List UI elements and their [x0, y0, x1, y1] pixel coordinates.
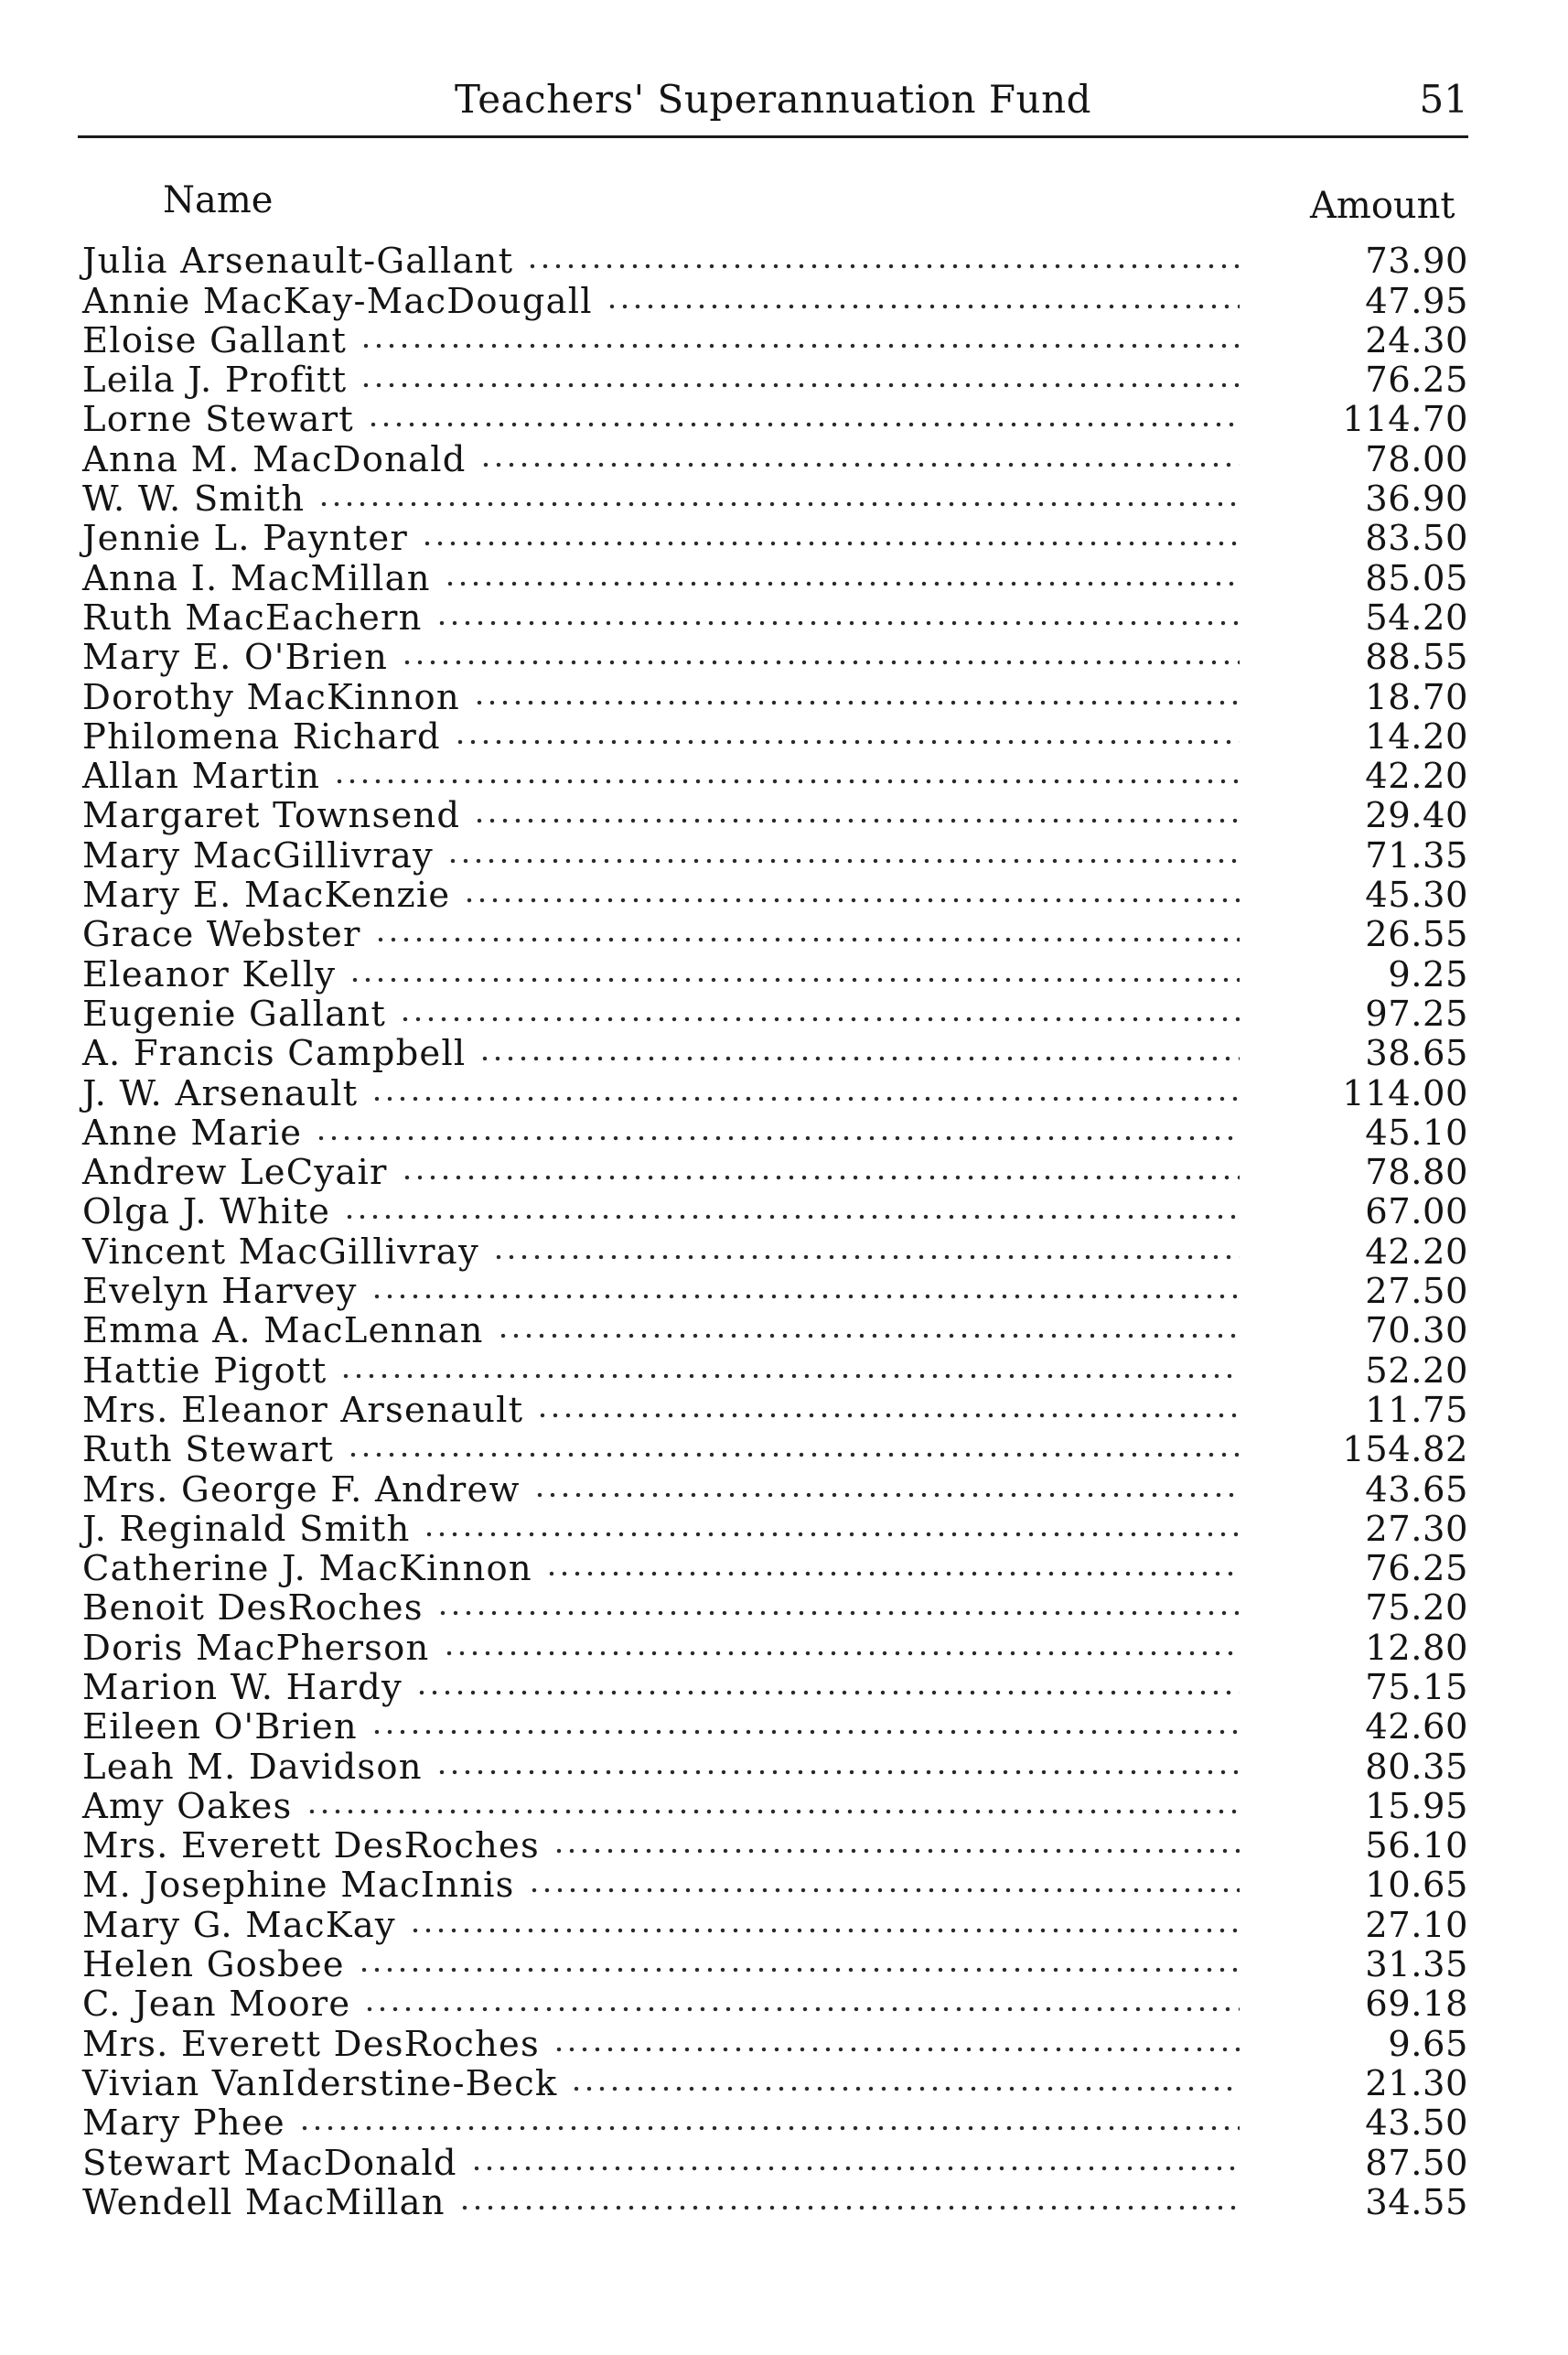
recipient-name: Annie MacKay-MacDougall: [82, 280, 593, 322]
list-item: [82, 400, 1468, 439]
list-item: [82, 1430, 1468, 1469]
list-item: [82, 598, 1468, 638]
list-item: [82, 638, 1468, 677]
payment-amount: 114.70: [1342, 399, 1468, 441]
recipient-name: Anna I. MacMillan: [82, 557, 431, 599]
payment-amount: 76.25: [1365, 360, 1468, 402]
payment-amount: 21.30: [1365, 2062, 1468, 2104]
dot-leader: [553, 1846, 1240, 1855]
dot-leader: [526, 262, 1240, 271]
payment-amount: 45.10: [1365, 1112, 1468, 1154]
payment-amount: 26.55: [1365, 914, 1468, 956]
dot-leader: [497, 1331, 1240, 1340]
recipient-name: Lorne Stewart: [82, 399, 354, 441]
list-item: [82, 1588, 1468, 1628]
payment-amount: 87.50: [1365, 2142, 1468, 2184]
dot-leader: [399, 1015, 1240, 1024]
dot-leader: [478, 1054, 1240, 1063]
payment-amount: 36.90: [1365, 479, 1468, 521]
list-item: [82, 757, 1468, 796]
dot-leader: [528, 1886, 1240, 1895]
recipient-name: Julia Arsenault-Gallant: [82, 241, 514, 283]
list-item: [82, 2183, 1468, 2222]
payment-amount: 56.10: [1365, 1825, 1468, 1867]
payment-amount: 42.20: [1365, 756, 1468, 798]
list-item: [82, 479, 1468, 519]
recipient-name: Eleanor Kelly: [82, 953, 337, 995]
list-item: [82, 281, 1468, 320]
list-item: [82, 1153, 1468, 1192]
list-item: [82, 1073, 1468, 1113]
recipient-name: Mrs. George F. Andrew: [82, 1468, 521, 1511]
list-item: [82, 439, 1468, 479]
list-item: [82, 1905, 1468, 1944]
recipient-name: Mary E. MacKenzie: [82, 875, 451, 917]
payment-amount: 43.65: [1365, 1468, 1468, 1511]
dot-leader: [317, 500, 1240, 509]
recipient-name: Leah M. Davidson: [82, 1746, 423, 1788]
list-item: [82, 2024, 1468, 2063]
payment-amount: 27.30: [1365, 1508, 1468, 1550]
dot-leader: [606, 302, 1240, 311]
list-item: [82, 1826, 1468, 1866]
dot-leader: [401, 658, 1240, 667]
recipient-name: Anna M. MacDonald: [82, 438, 467, 480]
dot-leader: [343, 1212, 1240, 1221]
payment-amount: 54.20: [1365, 597, 1468, 639]
recipient-name: Anne Marie: [82, 1112, 303, 1154]
payment-amount: 18.70: [1365, 676, 1468, 718]
dot-leader: [473, 698, 1240, 707]
dot-leader: [470, 2164, 1240, 2173]
dot-leader: [360, 341, 1240, 350]
payment-amount: 97.25: [1365, 993, 1468, 1035]
dot-leader: [458, 2203, 1240, 2212]
recipient-name: Mrs. Everett DesRoches: [82, 2023, 540, 2065]
list-item: [82, 1192, 1468, 1231]
list-item: [82, 558, 1468, 597]
dot-leader: [409, 1926, 1240, 1935]
page-number: 51: [1419, 77, 1468, 122]
payment-amount: 75.15: [1365, 1666, 1468, 1708]
payment-amount: 42.60: [1365, 1706, 1468, 1748]
dot-leader: [533, 1490, 1240, 1500]
payment-amount: 45.30: [1365, 875, 1468, 917]
dot-leader: [371, 1094, 1240, 1103]
recipient-name: Vivian VanIderstine-Beck: [82, 2062, 558, 2104]
recipient-name: J. Reginald Smith: [82, 1508, 411, 1550]
payment-amount: 78.80: [1365, 1152, 1468, 1194]
dot-leader: [315, 1134, 1240, 1143]
recipient-name: W. W. Smith: [82, 479, 306, 521]
list-item: [82, 1707, 1468, 1747]
list-item: [82, 1668, 1468, 1707]
dot-leader: [492, 1253, 1240, 1262]
dot-leader: [463, 896, 1240, 905]
list-item: [82, 519, 1468, 558]
recipient-name: Benoit DesRoches: [82, 1587, 424, 1629]
dot-leader: [374, 935, 1240, 944]
recipient-name: Mrs. Everett DesRoches: [82, 1825, 540, 1867]
recipient-name: Hattie Pigott: [82, 1350, 328, 1392]
recipient-name: Margaret Townsend: [82, 795, 461, 837]
payment-amount: 38.65: [1365, 1033, 1468, 1075]
list-item: [82, 1311, 1468, 1350]
payment-amount: 80.35: [1365, 1746, 1468, 1788]
recipient-name: Eloise Gallant: [82, 319, 348, 361]
recipient-name: Dorothy MacKinnon: [82, 676, 460, 718]
recipient-name: Vincent MacGillivray: [82, 1231, 479, 1273]
recipient-name: J. W. Arsenault: [82, 1072, 359, 1114]
recipient-name: Doris MacPherson: [82, 1627, 430, 1669]
list-item: [82, 1231, 1468, 1271]
dot-leader: [423, 1530, 1240, 1539]
recipient-name: Amy Oakes: [82, 1785, 293, 1827]
list-item: [82, 915, 1468, 954]
payment-amount: 9.25: [1388, 953, 1468, 995]
list-item: [82, 995, 1468, 1034]
list-item: [82, 677, 1468, 716]
list-item: [82, 1391, 1468, 1430]
recipient-name: Olga J. White: [82, 1191, 331, 1233]
payment-amount: 15.95: [1365, 1785, 1468, 1827]
list-item: [82, 2143, 1468, 2182]
column-header-name: Name: [163, 179, 274, 221]
payment-amount: 52.20: [1365, 1350, 1468, 1392]
list-item: [82, 1747, 1468, 1786]
payment-amount: 83.50: [1365, 518, 1468, 560]
dot-leader: [363, 2005, 1240, 2014]
payment-amount: 14.20: [1365, 715, 1468, 758]
recipient-name: Grace Webster: [82, 914, 361, 956]
recipient-name: C. Jean Moore: [82, 1984, 351, 2026]
dot-leader: [349, 975, 1240, 984]
payment-amount: 75.20: [1365, 1587, 1468, 1629]
dot-leader: [473, 816, 1240, 825]
list-item: [82, 876, 1468, 915]
dot-leader: [436, 1608, 1240, 1618]
dot-leader: [347, 1450, 1240, 1459]
recipient-name: Eileen O'Brien: [82, 1706, 358, 1748]
recipient-name: Catherine J. MacKinnon: [82, 1548, 532, 1590]
payment-amount: 76.25: [1365, 1548, 1468, 1590]
recipient-name: Allan Martin: [82, 756, 321, 798]
list-item: [82, 796, 1468, 835]
payment-amount: 70.30: [1365, 1310, 1468, 1352]
dot-leader: [435, 618, 1240, 628]
dot-leader: [415, 1688, 1240, 1697]
payment-amount: 9.65: [1388, 2023, 1468, 2065]
list-item: [82, 717, 1468, 757]
payment-amount: 67.00: [1365, 1191, 1468, 1233]
recipient-name: Stewart MacDonald: [82, 2142, 457, 2184]
payment-amount: 11.75: [1365, 1389, 1468, 1431]
recipient-name: Mrs. Eleanor Arsenault: [82, 1389, 524, 1431]
recipient-name: Emma A. MacLennan: [82, 1310, 484, 1352]
payment-amount: 69.18: [1365, 1984, 1468, 2026]
list-item: [82, 1787, 1468, 1826]
list-item: [82, 1628, 1468, 1667]
list-item: [82, 1350, 1468, 1390]
payment-amount: 12.80: [1365, 1627, 1468, 1669]
payment-list: [82, 242, 1468, 2222]
payment-amount: 29.40: [1365, 795, 1468, 837]
dot-leader: [446, 856, 1240, 866]
header-rule: [78, 135, 1468, 138]
payment-amount: 24.30: [1365, 319, 1468, 361]
recipient-name: M. Josephine MacInnis: [82, 1865, 515, 1907]
dot-leader: [360, 381, 1240, 390]
dot-leader: [358, 1965, 1240, 1974]
recipient-name: Mary MacGillivray: [82, 834, 434, 876]
payment-amount: 31.35: [1365, 1944, 1468, 1986]
dot-leader: [339, 1371, 1240, 1381]
list-item: [82, 1034, 1468, 1073]
list-item: [82, 2064, 1468, 2103]
recipient-name: Mary G. MacKay: [82, 1904, 396, 1946]
list-item: [82, 1469, 1468, 1509]
dot-leader: [371, 1292, 1240, 1301]
payment-amount: 27.10: [1365, 1904, 1468, 1946]
payment-amount: 43.50: [1365, 2102, 1468, 2145]
payment-amount: 27.50: [1365, 1271, 1468, 1313]
recipient-name: Mary Phee: [82, 2102, 285, 2145]
dot-leader: [371, 1727, 1240, 1737]
dot-leader: [553, 2045, 1240, 2054]
dot-leader: [401, 1173, 1240, 1182]
recipient-name: Mary E. O'Brien: [82, 637, 389, 679]
running-header: [78, 73, 1468, 128]
recipient-name: Wendell MacMillan: [82, 2181, 446, 2223]
recipient-name: A. Francis Campbell: [82, 1033, 467, 1075]
dot-leader: [536, 1411, 1240, 1420]
payment-amount: 47.95: [1365, 280, 1468, 322]
recipient-name: Andrew LeCyair: [82, 1152, 388, 1194]
payment-amount: 88.55: [1365, 637, 1468, 679]
recipient-name: Eugenie Gallant: [82, 993, 387, 1035]
page-title: Teachers' Superannuation Fund: [454, 77, 1092, 122]
dot-leader: [333, 777, 1240, 786]
dot-leader: [545, 1569, 1240, 1578]
recipient-name: Helen Gosbee: [82, 1944, 345, 1986]
payment-amount: 42.20: [1365, 1231, 1468, 1273]
payment-amount: 73.90: [1365, 241, 1468, 283]
dot-leader: [443, 1649, 1240, 1658]
list-item: [82, 360, 1468, 400]
recipient-name: Philomena Richard: [82, 715, 441, 758]
dot-leader: [421, 539, 1240, 548]
dot-leader: [444, 579, 1240, 588]
recipient-name: Ruth MacEachern: [82, 597, 423, 639]
recipient-name: Leila J. Profitt: [82, 360, 348, 402]
dot-leader: [479, 460, 1240, 469]
dot-leader: [298, 2124, 1240, 2133]
dot-leader: [435, 1768, 1240, 1777]
dot-leader: [367, 420, 1240, 429]
recipient-name: Ruth Stewart: [82, 1429, 335, 1471]
recipient-name: Marion W. Hardy: [82, 1666, 403, 1708]
payment-amount: 34.55: [1365, 2181, 1468, 2223]
list-item: [82, 2103, 1468, 2143]
list-item: [82, 1113, 1468, 1153]
recipient-name: Evelyn Harvey: [82, 1271, 358, 1313]
payment-amount: 154.82: [1342, 1429, 1468, 1471]
payment-amount: 114.00: [1342, 1072, 1468, 1114]
payment-amount: 85.05: [1365, 557, 1468, 599]
list-item: [82, 1510, 1468, 1549]
list-item: [82, 1272, 1468, 1311]
recipient-name: Jennie L. Paynter: [82, 518, 408, 560]
list-item: [82, 1549, 1468, 1588]
list-item: [82, 1984, 1468, 2024]
list-item: [82, 242, 1468, 281]
payment-amount: 78.00: [1365, 438, 1468, 480]
list-item: [82, 835, 1468, 875]
list-item: [82, 954, 1468, 994]
list-item: [82, 1945, 1468, 1984]
dot-leader: [454, 737, 1240, 747]
dot-leader: [570, 2084, 1240, 2093]
payment-amount: 10.65: [1365, 1865, 1468, 1907]
list-item: [82, 1866, 1468, 1905]
list-item: [82, 321, 1468, 360]
dot-leader: [306, 1807, 1240, 1816]
payment-amount: 71.35: [1365, 834, 1468, 876]
column-header-amount: Amount: [1310, 185, 1455, 227]
